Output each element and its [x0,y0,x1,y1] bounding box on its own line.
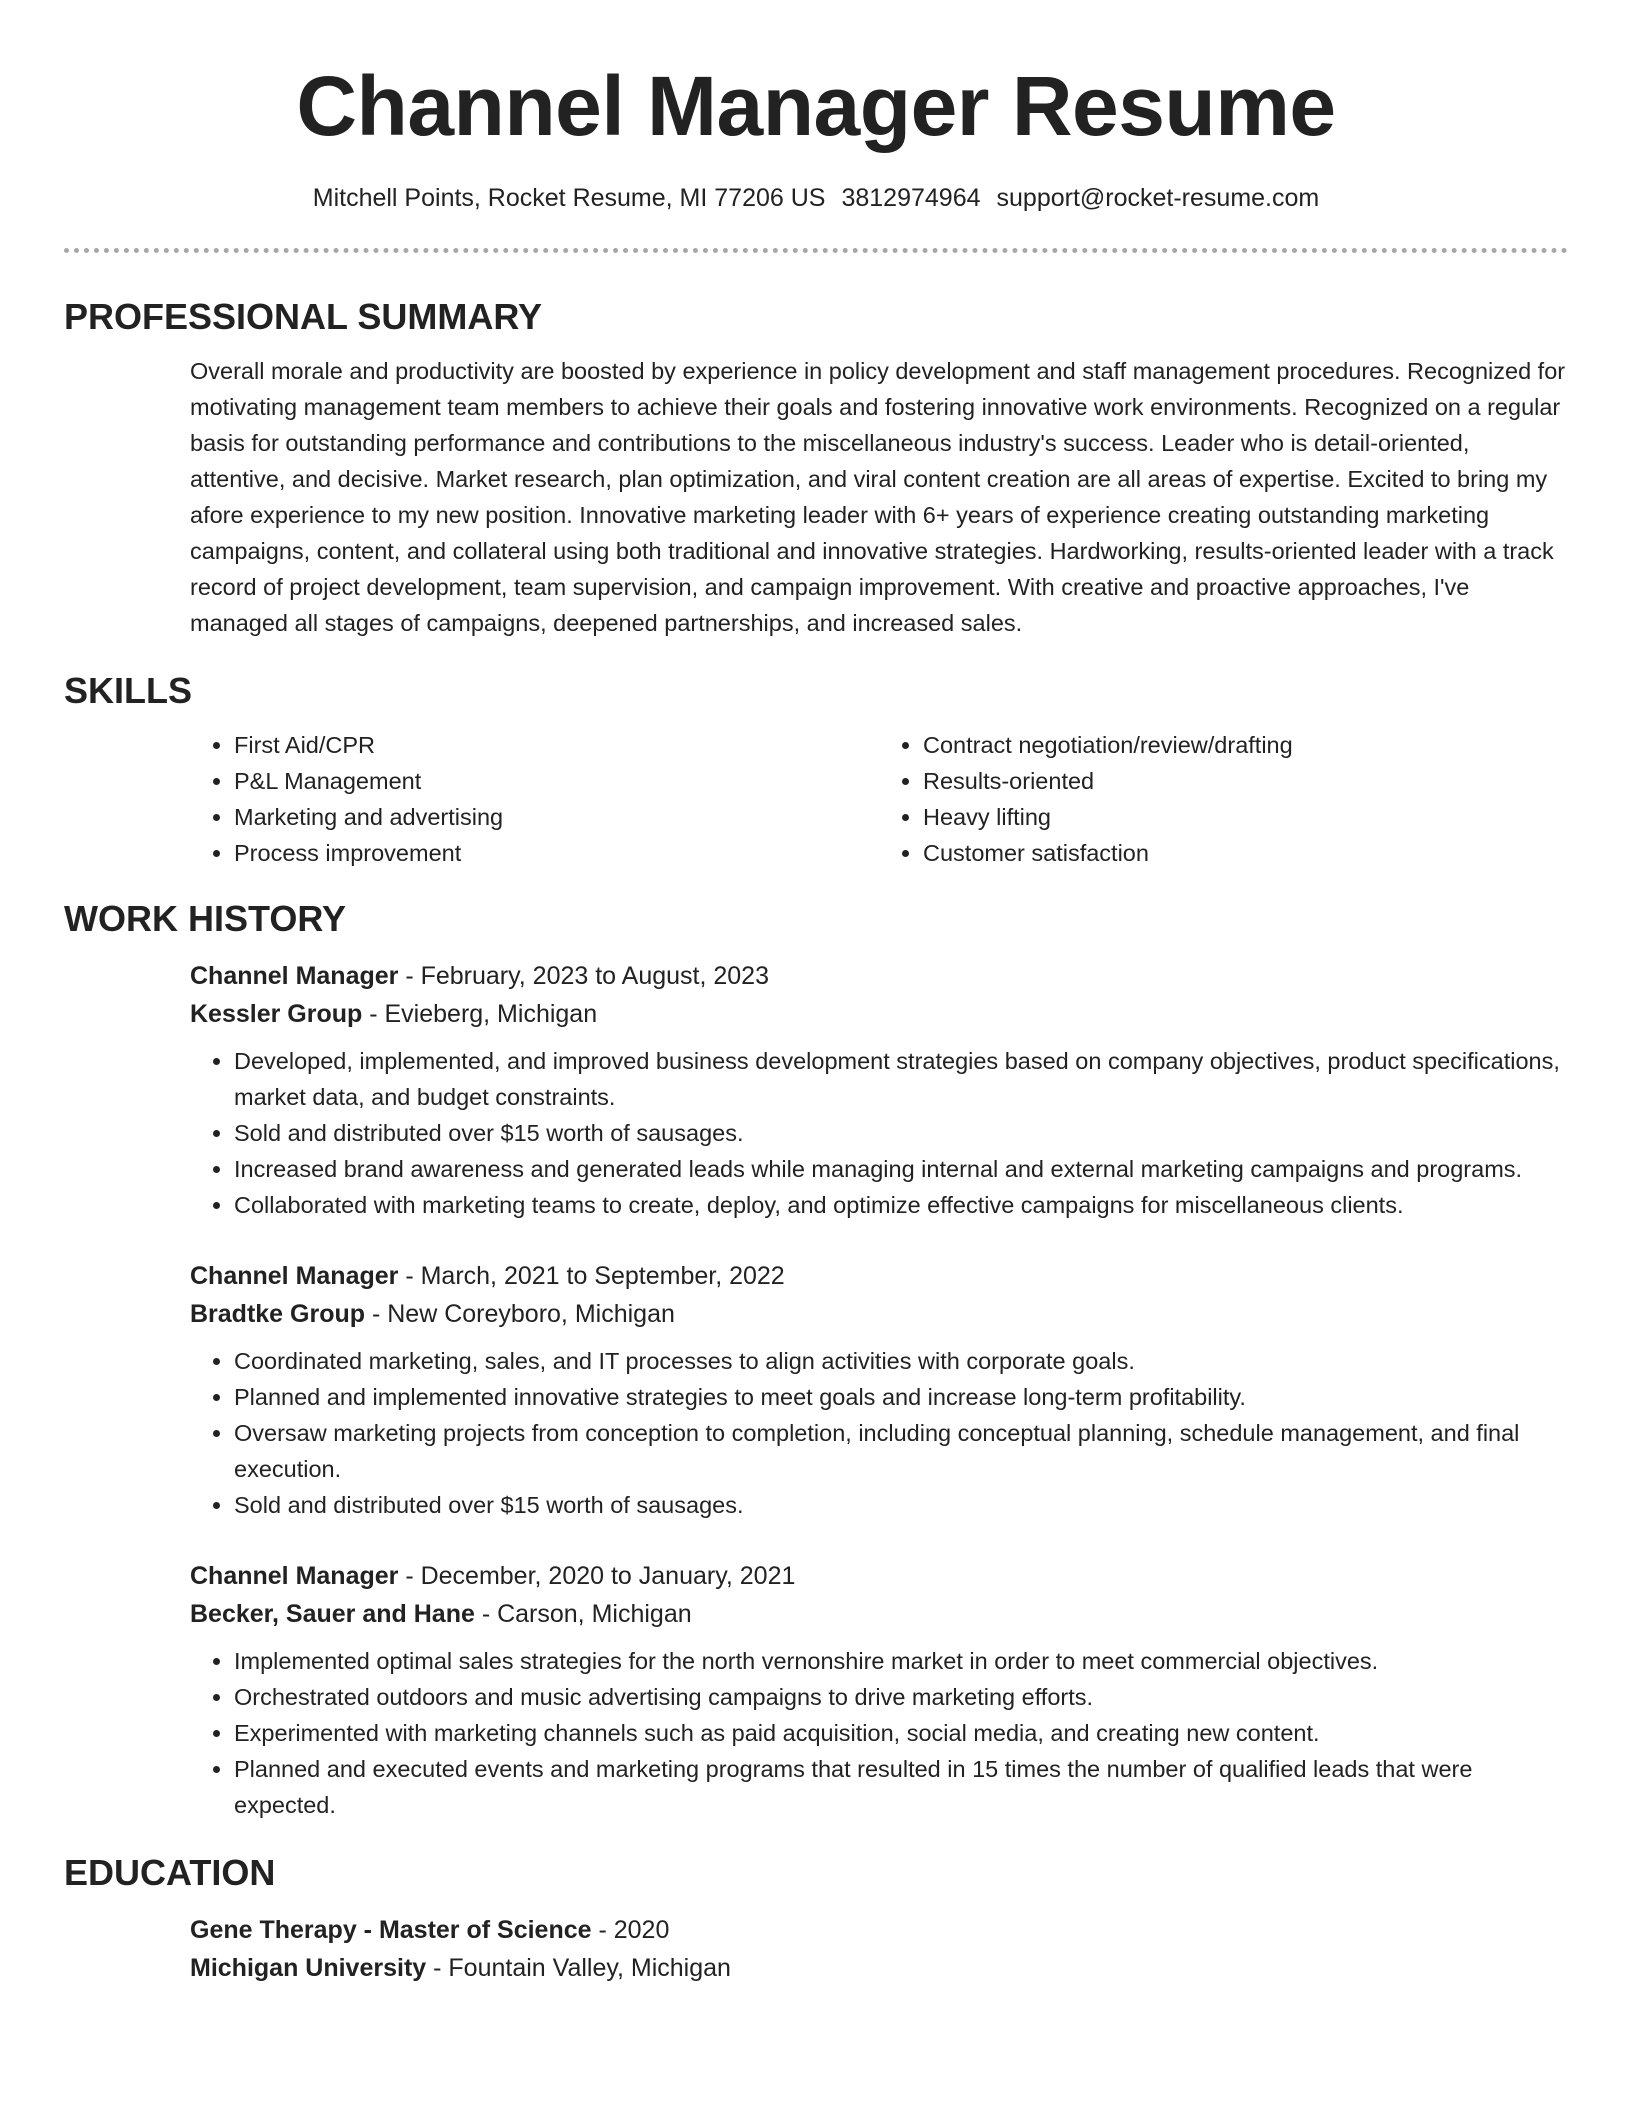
skills-heading: SKILLS [64,670,193,711]
job-bullet: • Sold and distributed over $15 worth of sausages. [234,1487,1568,1523]
education-degree: Gene Therapy - Master of Science [190,1916,592,1944]
skill-item: • Marketing and advertising [234,799,879,835]
job-company: Becker, Sauer and Hane [190,1600,475,1628]
job-entry [190,957,1568,1223]
job-location: - Evieberg, Michigan [362,1000,598,1028]
job-bullet: • Experimented with marketing channels such as paid acquisition, social media, and creating new content. [234,1715,1568,1751]
job-entry [190,1257,1568,1523]
contact-line [64,182,1568,214]
contact-email: support@rocket-resume.com [996,184,1320,212]
education-year: - 2020 [591,1916,670,1944]
education-degree-line [190,1911,1568,1949]
job-bullet: • Increased brand awareness and generated leads while managing internal and external marketing campaigns and programs. [234,1151,1568,1187]
job-company: Bradtke Group [190,1300,366,1328]
job-bullet: • Planned and implemented innovative strategies to meet goals and increase long-term profitability. [234,1379,1568,1415]
summary-text: Overall morale and productivity are boosted by experience in policy development and staff management procedures. Recognized for motivating management team members to achieve their goals and fostering innovative work environments. Recognized on a regular basis for outstanding performance and contributions to the miscellaneous industry's success. Leader who is detail-oriented, attentive, and decisive. Market research, plan optimization, and viral content creation are all areas of expertise. Excited to bring my afore experience to my new position. Innovative marketing leader with 6+ years of experience creating outstanding marketing campaigns, content, and collateral using both traditional and innovative strategies. Hardworking, results-oriented leader with a track record of project development, team supervision, and campaign improvement. With creative and proactive approaches, I've managed all stages of campaigns, deepened partnerships, and increased sales. [190,358,1566,636]
job-bullet: • Orchestrated outdoors and music advertising campaigns to drive marketing efforts. [234,1679,1568,1715]
education-school-line [190,1949,1568,1987]
job-company: Kessler Group [190,1000,363,1028]
education-heading: EDUCATION [64,1852,276,1893]
header-divider [64,248,1568,253]
work-history-heading: WORK HISTORY [64,898,347,939]
job-company-line [190,1295,1568,1333]
skill-item: • Results-oriented [923,763,1568,799]
skill-item: • P&L Management [234,763,879,799]
skills-list [190,727,1568,871]
job-dates: - February, 2023 to August, 2023 [398,962,769,990]
job-company-line [190,1595,1568,1633]
job-dates: - March, 2021 to September, 2022 [398,1262,785,1290]
job-dates: - December, 2020 to January, 2021 [398,1562,796,1590]
contact-phone: 3812974964 [841,184,981,212]
skill-item: • Heavy lifting [923,799,1568,835]
page-title: Channel Manager Resume [296,59,1336,153]
summary-section [190,353,1568,641]
job-bullets [190,1343,1568,1523]
job-bullet: • Coordinated marketing, sales, and IT processes to align activities with corporate goals. [234,1343,1568,1379]
job-bullets [190,1643,1568,1823]
job-title: Channel Manager [190,1262,399,1290]
skill-item: • Contract negotiation/review/drafting [923,727,1568,763]
job-bullet: • Collaborated with marketing teams to create, deploy, and optimize effective campaigns for miscellaneous clients. [234,1187,1568,1223]
education-location: - Fountain Valley, Michigan [426,1954,731,1982]
job-title-line [190,1257,1568,1295]
job-location: - Carson, Michigan [474,1600,692,1628]
education-school: Michigan University [190,1954,427,1982]
summary-heading: PROFESSIONAL SUMMARY [64,296,543,337]
job-bullet: • Oversaw marketing projects from conception to completion, including conceptual planning, schedule management, and final execution. [234,1415,1568,1487]
job-title: Channel Manager [190,1562,399,1590]
job-bullet: • Implemented optimal sales strategies for the north vernonshire market in order to meet commercial objectives. [234,1643,1568,1679]
skill-item: • Process improvement [234,835,879,871]
education-entry [190,1911,1568,1987]
resume-page [64,0,1568,1987]
job-bullet: • Sold and distributed over $15 worth of sausages. [234,1115,1568,1151]
job-entry [190,1557,1568,1823]
job-company-line [190,995,1568,1033]
skills-column-right [879,727,1568,871]
job-bullet: • Planned and executed events and marketing programs that resulted in 15 times the number of qualified leads that were expected. [234,1751,1568,1823]
job-bullet: • Developed, implemented, and improved business development strategies based on company objectives, product specifications, market data, and budget constraints. [234,1043,1568,1115]
job-location: - New Coreyboro, Michigan [365,1300,675,1328]
job-title-line [190,957,1568,995]
job-title: Channel Manager [190,962,399,990]
skill-item: • First Aid/CPR [234,727,879,763]
contact-address: Mitchell Points, Rocket Resume, MI 77206 US [312,184,826,212]
skills-column-left [190,727,879,871]
job-title-line [190,1557,1568,1595]
skill-item: • Customer satisfaction [923,835,1568,871]
job-bullets [190,1043,1568,1223]
